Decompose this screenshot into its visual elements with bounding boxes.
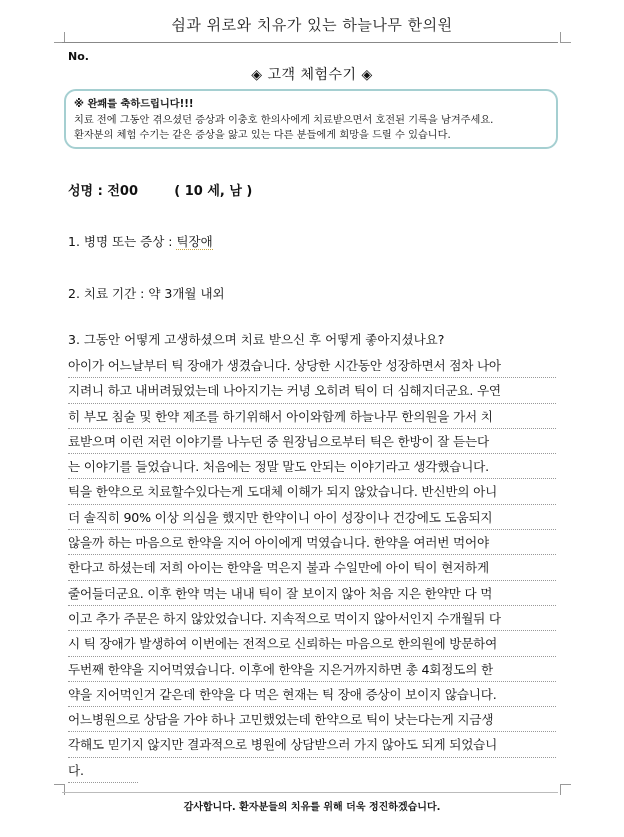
answer-line: 어느병원으로 상담을 가야 하나 고민했었는데 한약으로 틱이 낫는다는게 지금생 [68,707,556,732]
answer-line: 는 이야기를 들었습니다. 처음에는 정말 말도 안되는 이야기라고 생각했습니다. [68,454,556,479]
notice-instruction: 치료 전에 그동안 겪으셨던 증상과 이충호 한의사에게 치료받으면서 호전된 기록을 남겨주세요. [74,114,494,126]
header-divider [62,42,558,43]
question-1-label: 1. 병명 또는 증상 : [68,234,177,249]
answer-line: 이고 추가 주문은 하지 않았었습니다. 지속적으로 먹이지 않아서인지 수개월뒤 다 [68,606,556,631]
corner-mark-bottom-left [54,784,65,795]
answer-line: 않을까 하는 마음으로 한약을 지어 아이에게 먹였습니다. 한약을 여러번 먹어야 [68,530,556,555]
answer-text [68,353,556,783]
patient-age-sex: ( 10 세, 남 ) [174,184,253,199]
question-1-value: 틱장애 [176,234,213,249]
answer-line: 시 틱 장애가 발생하여 이번에는 전적으로 신뢰하는 마음으로 한의원에 방문하여 [68,631,556,656]
corner-mark-bottom-right [560,784,571,795]
footer-divider [62,792,558,793]
answer-line: 약을 지어먹인거 같은데 한약을 다 먹은 현재는 틱 장애 증상이 보이지 않습니다. [68,682,556,707]
question-1 [68,232,213,250]
answer-line: 더 솔직히 90% 이상 의심을 했지만 한약이니 아이 성장이나 건강에도 도움되지 [68,505,556,530]
notice-congrats: ※ 완쾌를 축하드립니다!!! [74,99,194,110]
answer-line: 료받으며 이런 저런 이야기를 나누던 중 원장님으로부터 틱은 한방이 잘 듣는다 [68,429,556,454]
answer-line: 줄어들더군요. 이후 한약 먹는 내내 틱이 잘 보이지 않아 처음 지은 한약만 다 먹 [68,581,556,606]
clinic-header-title: 쉼과 위로와 치유가 있는 하늘나무 한의원 [171,16,453,34]
patient-info [68,180,252,199]
question-3: 3. 그동안 어떻게 고생하셨으며 치료 받으신 후 어떻게 좋아지셨나요? [68,332,445,347]
patient-name: 성명 : 전00 [68,184,139,199]
answer-line: 틱을 한약으로 치료할수있다는게 도대체 이해가 되지 않았습니다. 반신반의 아니 [68,479,556,504]
question-2: 2. 치료 기간 : 약 3개월 내외 [68,286,225,301]
review-heading: ◈ 고객 체험수기 ◈ [251,67,373,83]
notice-hope-message: 환자분의 체험 수기는 같은 증상을 앓고 있는 다른 분들에게 희망을 드릴 수 있습니다. [74,130,451,141]
answer-line: 다. [68,758,138,783]
answer-line: 히 부모 침술 및 한약 제조를 하기위해서 아이와함께 하늘나무 한의원을 가서 치 [68,404,556,429]
answer-line: 두번째 한약을 지어먹였습니다. 이후에 한약을 지은거까지하면 총 4회정도의 한 [68,657,556,682]
answer-line: 각해도 믿기지 않지만 결과적으로 병원에 상담받으러 가지 않아도 되게 되었습니 [68,732,556,757]
notice-box [64,89,558,149]
document-number-label: No. [68,50,89,63]
answer-line: 아이가 어느날부터 틱 장애가 생겼습니다. 상당한 시간동안 성장하면서 점차 나아 [68,353,556,378]
answer-line: 한다고 하셨는데 저희 아이는 한약을 먹은지 불과 수일만에 아이 틱이 현저하게 [68,555,556,580]
answer-line: 지려니 하고 내버려뒀었는데 나아지기는 커녕 오히려 틱이 더 심해지더군요. 우연 [68,378,556,403]
footer-thanks: 감사합니다. 환자분들의 치유를 위해 더욱 정진하겠습니다. [183,802,441,813]
